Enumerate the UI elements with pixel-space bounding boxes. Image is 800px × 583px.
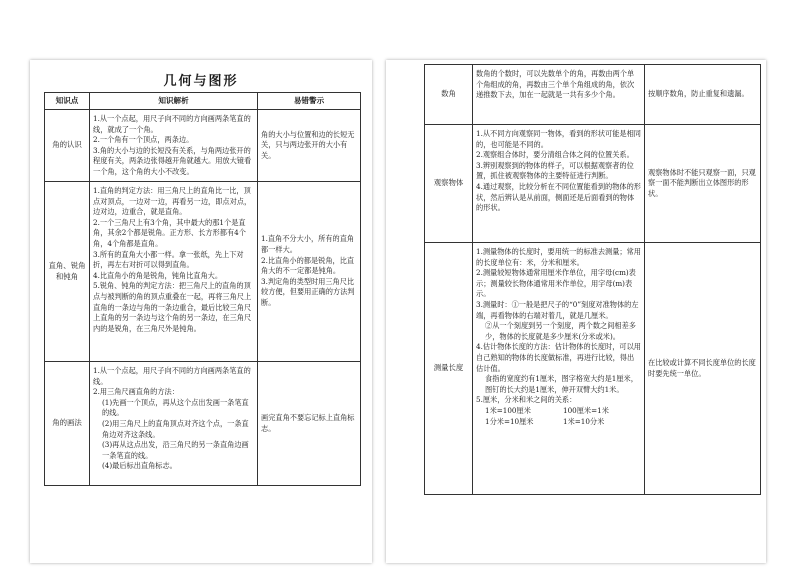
analysis-line: 2.用三角尺画直角的方法：: [93, 387, 179, 397]
warning-cell: 观察物体时不能只观察一面，只观察一面不能判断出立体图形的形状。: [645, 125, 761, 243]
analysis-line: 3.测量时：①一般是把尺子的“0”刻度对准物体的左端，再看物体的右端对着几，就是几厘米。: [476, 299, 639, 320]
analysis-line: 4.比直角小的角是锐角，钝角比直角大。: [93, 270, 223, 280]
warning-cell: 画完直角不要忘记标上直角标志。: [258, 362, 361, 486]
topic-cell: 数角: [425, 65, 473, 125]
warning-line: 3.判定角的类型时用三角尺比较方便，但要用正确的方法判断。: [261, 276, 355, 307]
analysis-line: 3.辨别观察到的物体的样子，可以根据观察者的位置，抓住被观察物体的主要特征进行判断。: [476, 160, 634, 181]
warning-cell: [258, 182, 361, 362]
analysis-line: 2.测量较短物体通常用厘米作单位，用字母(cm)表示；测量较长物体通常用米作单位，用字母(m)表示。: [476, 268, 636, 299]
table-row: [45, 362, 361, 486]
unit-conversion: 1米=100厘米: [485, 405, 531, 415]
header-analysis: 知识解析: [90, 93, 258, 110]
table-row: [425, 65, 761, 125]
analysis-line: 1.测量物体的长度时，要用统一的标准去测量；常用的长度单位有：米，分米和厘米。: [476, 247, 641, 267]
topic-cell: 角的认识: [45, 110, 90, 182]
analysis-line: ②从一个刻度到另一个刻度，两个数之间相差多少，物体的长度就是多少厘米(分米或米)。: [485, 321, 636, 341]
unit-conversion-row: [476, 406, 641, 417]
analysis-line: (2)用三角尺上的直角顶点对齐这个点，一条直角边对齐这条线。: [102, 418, 249, 439]
analysis-cell: [90, 182, 258, 362]
knowledge-table-right: [424, 64, 761, 495]
analysis-line: 4.通过观察，比较分析在不同位置能看到的物体的形状，然后辨认是从前面，侧面还是后面看到的物体的形状。: [476, 181, 641, 213]
knowledge-table-left: [44, 92, 361, 486]
analysis-line: 食指的宽度约有1厘米，图字格宽大约是1厘米，图钉的长大约是1厘米，伸开双臂大约1米。: [485, 374, 638, 394]
unit-conversion: 1分米=10厘米: [485, 416, 534, 426]
table-header-row: [45, 93, 361, 110]
analysis-line: 数角的个数时，可以先数单个的角，再数由两个单个角组成的角，再数由三个单个角组成的角，依次递推数下去，加在一起就是一共有多少个角。: [476, 69, 635, 100]
analysis-line: 5.厘米，分米和米之间的关系：: [476, 395, 577, 405]
analysis-line: 2.观察组合体时，要分清组合体之间的位置关系。: [476, 150, 634, 160]
warning-line: 1.直角不分大小，所有的直角都一样大。: [261, 234, 355, 255]
topic-cell: 直角、锐角和钝角: [45, 182, 90, 362]
unit-conversion: 100厘米=1米: [563, 405, 609, 415]
analysis-line: 2.一个角有一个顶点，两条边。: [93, 135, 194, 145]
analysis-line: 3.所有的直角大小都一样。拿一张纸，先上下对折，再左右对折可以得到直角。: [93, 249, 244, 270]
warning-cell: 按顺序数角，防止重复和遗漏。: [645, 65, 761, 125]
analysis-cell: [473, 243, 645, 495]
warning-cell: 在比较或计算不同长度单位的长度时要先统一单位。: [645, 243, 761, 495]
warning-cell: 角的大小与位置和边的长短无关，只与两边张开的大小有关。: [258, 110, 361, 182]
left-page: [30, 60, 372, 563]
header-topic: 知识点: [45, 93, 90, 110]
analysis-cell: [90, 362, 258, 486]
table-row: [425, 125, 761, 243]
table-row: [425, 243, 761, 495]
unit-conversion-row: [476, 417, 641, 428]
table-row: [45, 182, 361, 362]
right-page: [386, 60, 766, 563]
analysis-line: 4.估计物体长度的方法：估计物体的长度时，可以用自己熟知的物体的长度做标准，再进行比较，得出估计值。: [476, 342, 641, 373]
section-title: 几何与图形: [163, 74, 239, 89]
warning-line: 2.比直角小的都是锐角，比直角大的不一定都是钝角。: [261, 255, 355, 276]
unit-conversion: 1米=10分米: [563, 416, 605, 426]
header-warning: 易错警示: [258, 93, 361, 110]
analysis-cell: [90, 110, 258, 182]
table-row: [45, 110, 361, 182]
analysis-line: 1.从一个点起，用尺子向不同的方向画两条笔直的线。: [93, 366, 251, 386]
analysis-cell: [473, 65, 645, 125]
analysis-line: 1.从不同方向观察同一物体，看到的形状可能是相同的，也可能是不同的。: [476, 129, 641, 149]
topic-cell: 观察物体: [425, 125, 473, 243]
analysis-line: 5.锐角、钝角的判定方法：把三角尺上的直角的顶点与被判断的角的顶点重叠在一起，再将三角尺上直角的一条边与角的一条边重合，最后比较三角尺上直角的另一条边与这个角的另一条边，在三角尺内的是锐角，在三角尺外是钝角。: [93, 281, 252, 333]
analysis-line: (4)最后标出直角标志。: [102, 461, 177, 471]
analysis-line: 2.一个三角尺上有3个角，其中最大的那1个是直角，其余2个都是锐角。正方形、长方形都有4个角，4个角都是直角。: [93, 217, 246, 248]
analysis-cell: [473, 125, 645, 243]
analysis-line: 3.角的大小与边的长短没有关系，与角两边张开的程度有关，两条边张得越开角就越大。用放大镜看一个角，这个角的大小不改变。: [93, 145, 252, 176]
analysis-line: (1)先画一个顶点，再从这个点出发画一条笔直的线。: [102, 397, 249, 418]
topic-cell: 测量长度: [425, 243, 473, 495]
analysis-line: (3)再从这点出发，沿三角尺的另一条直角边画一条笔直的线。: [102, 440, 249, 460]
analysis-line: 1.直角的判定方法：用三角尺上的直角比一比，顶点对顶点，一边对一边，再看另一边，即点对点，边对边，边重合，就是直角。: [93, 186, 252, 217]
analysis-line: 1.从一个点起，用尺子向不同的方向画两条笔直的线，就成了一个角。: [93, 114, 251, 134]
topic-cell: 角的画法: [45, 362, 90, 486]
